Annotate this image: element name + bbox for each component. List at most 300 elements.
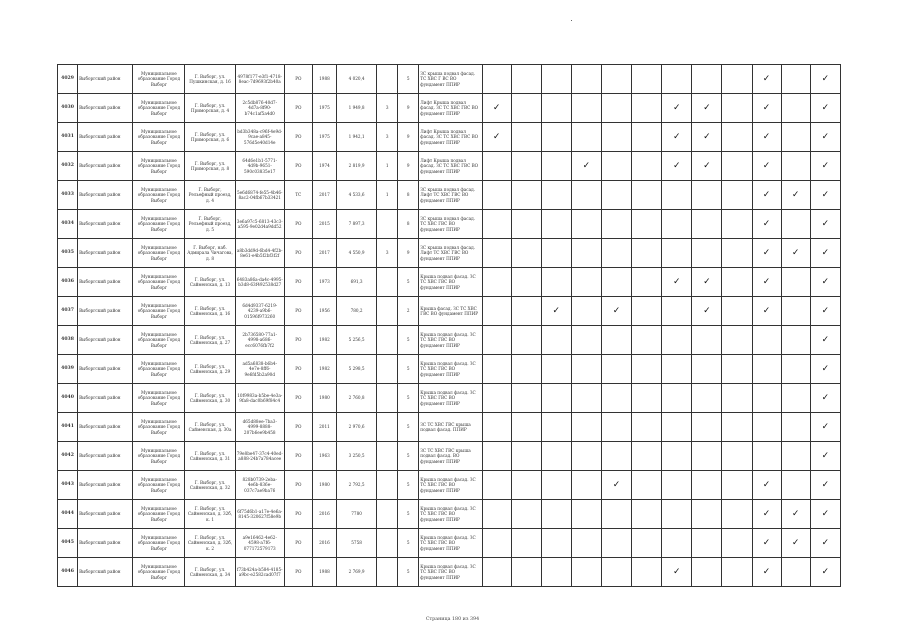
check-mark-cell: ✓ [541,297,571,326]
type-cell: РО [284,413,312,442]
empty-cell [541,94,571,123]
year-cell: 2011 [312,413,336,442]
empty-cell [781,471,810,500]
check-mark-cell: ✓ [752,500,781,529]
floors-cell: 3 [377,94,398,123]
empty-cell [482,210,511,239]
floor-count-cell: 5 [398,413,419,442]
empty-cell [541,268,571,297]
area-cell: 780,2 [337,297,377,326]
check-mark-cell: ✓ [752,210,781,239]
district-cell: Выборгский район [78,442,133,471]
empty-cell [571,471,601,500]
area-cell: 5758 [337,529,377,558]
check-mark-cell: ✓ [810,152,840,181]
empty-cell [601,123,631,152]
floors-cell [377,500,398,529]
area-cell: 7780 [337,500,377,529]
empty-cell [541,210,571,239]
empty-cell [781,442,810,471]
empty-cell [601,210,631,239]
empty-cell [722,384,752,413]
table-row [58,384,841,413]
empty-cell [632,471,662,500]
address-cell: Г. Выборг, наб. Адмирала Чичагова, д. 8 [185,239,235,268]
area-cell: 4 550,9 [337,239,377,268]
address-cell: Г. Выборг, Рельефный проезд, д. 5 [185,210,235,239]
empty-cell [781,355,810,384]
empty-cell [662,297,692,326]
check-mark-cell: ✓ [781,529,810,558]
district-cell: Выборгский район [78,471,133,500]
check-mark-cell: ✓ [662,123,692,152]
row-id: 4033 [58,181,78,210]
empty-cell [781,413,810,442]
empty-cell [692,558,722,587]
municipality-cell: Муниципальное образование Город Выборг [133,558,185,587]
empty-cell [632,210,662,239]
empty-cell [482,442,511,471]
empty-cell [511,326,541,355]
address-cell: Г. Выборг, ул. Сайменская, д. 29 [185,355,235,384]
row-id: 4037 [58,297,78,326]
year-cell: 2017 [312,181,336,210]
empty-cell [781,558,810,587]
empty-cell [541,500,571,529]
empty-cell [722,529,752,558]
check-mark-cell: ✓ [781,500,810,529]
area-cell: 2 970,6 [337,413,377,442]
empty-cell [632,355,662,384]
empty-cell [722,558,752,587]
area-cell: 5 298,5 [337,355,377,384]
check-mark-cell: ✓ [752,65,781,94]
empty-cell [632,152,662,181]
floor-count-cell: 8 [398,181,419,210]
table-row [58,471,841,500]
municipality-cell: Муниципальное образование Город Выборг [133,239,185,268]
type-cell: РО [284,500,312,529]
guid-cell: 6f75d6b1-a17e-4e6a-8145-320627f58e9b [235,500,284,529]
empty-cell [722,181,752,210]
works-cell: Крыша фасад. ЗС ТС ХВС ГВС ВО фундамент ППИР [419,297,482,326]
check-mark-cell: ✓ [810,94,840,123]
year-cell: 1980 [312,471,336,500]
works-cell: ЗС крыша подвал фасад. Лифт ТС ХВС ГВС ВО фундамент ППИР [419,181,482,210]
floor-count-cell: 5 [398,384,419,413]
check-mark-cell: ✓ [692,268,722,297]
check-mark-cell: ✓ [692,152,722,181]
empty-cell [511,181,541,210]
empty-cell [601,239,631,268]
floors-cell: 1 [377,152,398,181]
type-cell: РО [284,355,312,384]
empty-cell [722,326,752,355]
empty-cell [541,65,571,94]
guid-cell: a9e16462-4e62-4598-a7f6-077172579173 [235,529,284,558]
table-row [58,413,841,442]
address-cell: Г. Выборг, ул. Сайменская, д. 32 [185,471,235,500]
works-cell: Лифт Крыша подвал фасад. ЗС ТС ХВС ГВС ВО фундамент ППИР [419,152,482,181]
district-cell: Выборгский район [78,65,133,94]
empty-cell [571,442,601,471]
area-cell: 691,3 [337,268,377,297]
empty-cell [511,239,541,268]
empty-cell [601,268,631,297]
year-cell: 1963 [312,442,336,471]
table-row [58,65,841,94]
empty-cell [662,500,692,529]
table-row [58,529,841,558]
empty-cell [541,123,571,152]
empty-cell [511,413,541,442]
empty-cell [482,181,511,210]
check-mark-cell: ✓ [752,529,781,558]
empty-cell [692,181,722,210]
check-mark-cell: ✓ [810,268,840,297]
check-mark-cell: ✓ [482,123,511,152]
floor-count-cell: 5 [398,326,419,355]
empty-cell [722,442,752,471]
empty-cell [601,413,631,442]
empty-cell [781,384,810,413]
empty-cell [692,500,722,529]
municipality-cell: Муниципальное образование Город Выборг [133,123,185,152]
empty-cell [781,94,810,123]
year-cell: 1988 [312,65,336,94]
empty-cell [601,181,631,210]
district-cell: Выборгский район [78,239,133,268]
area-cell: 2 760,8 [337,384,377,413]
empty-cell [482,500,511,529]
empty-cell [541,413,571,442]
empty-cell [541,558,571,587]
empty-cell [482,355,511,384]
type-cell: РО [284,123,312,152]
municipality-cell: Муниципальное образование Город Выборг [133,442,185,471]
works-cell: Крыша подвал фасад. ЗС ТС ХВС ГВС ВО фундамент ППИР [419,326,482,355]
year-cell: 1982 [312,326,336,355]
municipality-cell: Муниципальное образование Город Выборг [133,500,185,529]
empty-cell [781,326,810,355]
row-id: 4038 [58,326,78,355]
guid-cell: d65d88ee-7ba3-4999-8888-207b6ee9b458 [235,413,284,442]
municipality-cell: Муниципальное образование Город Выборг [133,355,185,384]
row-id: 4030 [58,94,78,123]
empty-cell [662,384,692,413]
empty-cell [541,181,571,210]
municipality-cell: Муниципальное образование Город Выборг [133,181,185,210]
type-cell: РО [284,94,312,123]
floors-cell [377,65,398,94]
municipality-cell: Муниципальное образование Город Выборг [133,471,185,500]
row-id: 4041 [58,413,78,442]
empty-cell [632,239,662,268]
empty-cell [511,94,541,123]
empty-cell [482,268,511,297]
works-cell: Крыша подвал фасад. ЗС ТС ХВС ГВС ВО фундамент ППИР [419,529,482,558]
empty-cell [601,152,631,181]
empty-cell [722,413,752,442]
empty-cell [541,239,571,268]
empty-cell [482,413,511,442]
row-id: 4045 [58,529,78,558]
floor-count-cell: 5 [398,500,419,529]
address-cell: Г. Выборг, ул. Сайменская, д. 30а [185,413,235,442]
table-row [58,326,841,355]
year-cell: 1982 [312,355,336,384]
district-cell: Выборгский район [78,500,133,529]
guid-cell: a8b3dd9d-6bd4-4f2b-8e61-e4b5f2bf3f2f [235,239,284,268]
floors-cell [377,210,398,239]
works-cell: ЗС ТС ХВС ГВС крыша подвал фасад. ППИР [419,413,482,442]
municipality-cell: Муниципальное образование Город Выборг [133,152,185,181]
year-cell: 2015 [312,210,336,239]
floor-count-cell: 5 [398,529,419,558]
empty-cell [511,471,541,500]
empty-cell [692,413,722,442]
empty-cell [722,152,752,181]
empty-cell [692,326,722,355]
empty-cell [601,65,631,94]
empty-cell [601,500,631,529]
empty-cell [662,210,692,239]
check-mark-cell: ✓ [810,65,840,94]
type-cell: РО [284,442,312,471]
empty-cell [571,529,601,558]
empty-cell [752,326,781,355]
type-cell: РО [284,326,312,355]
table-row [58,181,841,210]
works-cell: Крыша подвал фасад. ЗС ТС ХВС ГВС ВО фундамент ППИР [419,558,482,587]
table-row [58,152,841,181]
works-cell: Лифт Крыша подвал фасад. ЗС ТС ХВС ГВС ВО фундамент ППИР [419,123,482,152]
type-cell: РО [284,239,312,268]
check-mark-cell: ✓ [810,326,840,355]
check-mark-cell: ✓ [752,94,781,123]
type-cell: РО [284,65,312,94]
empty-cell [571,384,601,413]
check-mark-cell: ✓ [810,558,840,587]
empty-cell [482,384,511,413]
guid-cell: 6d4d9337-6219-4239-a9b6-01596f973260 [235,297,284,326]
guid-cell: 5e6d6874-fe55-4b46-8ac2-04fb67b33421 [235,181,284,210]
guid-cell: f73b424a-b584-4185-a9bc-e2582cad07f7 [235,558,284,587]
empty-cell [511,268,541,297]
empty-cell [692,355,722,384]
guid-cell: bd3b348a-c96f-4e9d-9cae-a845-576d5e40d14e [235,123,284,152]
table-row [58,558,841,587]
row-id: 4031 [58,123,78,152]
row-id: 4044 [58,500,78,529]
empty-cell [722,239,752,268]
district-cell: Выборгский район [78,297,133,326]
district-cell: Выборгский район [78,558,133,587]
floor-count-cell: 8 [398,210,419,239]
district-cell: Выборгский район [78,181,133,210]
guid-cell: 2b736580-77a1-4998-a686-ecc6076fb7f2 [235,326,284,355]
empty-cell [482,558,511,587]
address-cell: Г. Выборг, ул. Сайменская, д. 13 [185,268,235,297]
empty-cell [541,355,571,384]
floors-cell [377,529,398,558]
empty-cell [571,268,601,297]
empty-cell [752,384,781,413]
works-cell: Крыша подвал фасад. ЗС ТС ХВС ГВС ВО фундамент ППИР [419,384,482,413]
empty-cell [632,181,662,210]
type-cell: РО [284,152,312,181]
empty-cell [722,297,752,326]
municipality-cell: Муниципальное образование Город Выборг [133,326,185,355]
empty-cell [601,355,631,384]
check-mark-cell: ✓ [752,181,781,210]
empty-cell [662,326,692,355]
municipality-cell: Муниципальное образование Город Выборг [133,297,185,326]
empty-cell [722,94,752,123]
table-row [58,239,841,268]
check-mark-cell: ✓ [752,268,781,297]
type-cell: РО [284,210,312,239]
empty-cell [632,529,662,558]
empty-cell [781,65,810,94]
table-row [58,442,841,471]
district-cell: Выборгский район [78,529,133,558]
floor-count-cell: 5 [398,558,419,587]
check-mark-cell: ✓ [810,210,840,239]
table-row [58,123,841,152]
area-cell: 4 020,4 [337,65,377,94]
empty-cell [722,500,752,529]
empty-cell [692,442,722,471]
empty-cell [571,239,601,268]
municipality-cell: Муниципальное образование Город Выборг [133,413,185,442]
empty-cell [781,123,810,152]
table-row [58,297,841,326]
type-cell: РО [284,558,312,587]
empty-cell [662,181,692,210]
empty-cell [541,471,571,500]
area-cell: 4 533,6 [337,181,377,210]
year-cell: 2017 [312,239,336,268]
check-mark-cell: ✓ [752,152,781,181]
empty-cell [511,384,541,413]
works-cell: Крыша подвал фасад. ЗС ТС ХВС ГВС ВО фундамент ППИР [419,268,482,297]
guid-cell: 3e6a97c5-6813-43c3-a595-9e02d4a9dd52 [235,210,284,239]
empty-cell [632,297,662,326]
area-cell: 1 949,8 [337,94,377,123]
empty-cell [571,94,601,123]
empty-cell [601,384,631,413]
empty-cell [662,355,692,384]
empty-cell [781,268,810,297]
floors-cell [377,413,398,442]
year-cell: 1975 [312,123,336,152]
address-cell: Г. Выборг, ул. Сайменская, д. 32б, к. 2 [185,529,235,558]
empty-cell [632,442,662,471]
check-mark-cell: ✓ [752,558,781,587]
check-mark-cell: ✓ [810,181,840,210]
floor-count-cell: 5 [398,442,419,471]
empty-cell [482,471,511,500]
year-cell: 1973 [312,268,336,297]
empty-cell [692,471,722,500]
empty-cell [571,355,601,384]
row-id: 4046 [58,558,78,587]
page-footer: Страница 180 из 394 [425,617,480,622]
type-cell: ТС [284,181,312,210]
municipality-cell: Муниципальное образование Город Выборг [133,210,185,239]
row-id: 4040 [58,384,78,413]
empty-cell [511,355,541,384]
floors-cell [377,384,398,413]
address-cell: Г. Выборг, ул. Сайменская, д. 34 [185,558,235,587]
empty-cell [601,558,631,587]
empty-cell [541,384,571,413]
empty-cell [692,239,722,268]
year-cell: 1956 [312,297,336,326]
empty-cell [692,210,722,239]
empty-cell [511,529,541,558]
empty-cell [571,326,601,355]
area-cell: 2 792,5 [337,471,377,500]
floors-cell [377,442,398,471]
check-mark-cell: ✓ [601,297,631,326]
row-id: 4035 [58,239,78,268]
year-cell: 1980 [312,384,336,413]
table-row [58,268,841,297]
area-cell: 7 897,3 [337,210,377,239]
empty-cell [752,442,781,471]
area-cell: 5 256,5 [337,326,377,355]
row-id: 4042 [58,442,78,471]
empty-cell [632,268,662,297]
check-mark-cell: ✓ [810,413,840,442]
works-cell: Крыша подвал фасад. ЗС ТС ХВС ГВС ВО фундамент ППИР [419,471,482,500]
check-mark-cell: ✓ [662,152,692,181]
municipality-cell: Муниципальное образование Город Выборг [133,384,185,413]
row-id: 4039 [58,355,78,384]
guid-cell: 2c5db876-40d7-4d7a-8f90-b74c1af5a4d0 [235,94,284,123]
empty-cell [511,123,541,152]
floor-count-cell: 5 [398,268,419,297]
district-cell: Выборгский район [78,152,133,181]
empty-cell [752,413,781,442]
empty-cell [482,326,511,355]
check-mark-cell: ✓ [601,471,631,500]
check-mark-cell: ✓ [781,181,810,210]
works-cell: ЗС ТС ХВС ГВС крыша подвал фасад. ВО фундамент ППИР [419,442,482,471]
row-id: 4032 [58,152,78,181]
floors-cell [377,297,398,326]
floor-count-cell: 5 [398,471,419,500]
check-mark-cell: ✓ [692,123,722,152]
check-mark-cell: ✓ [810,123,840,152]
scan-speck [571,20,572,21]
address-cell: Г. Выборг, ул. Пушкинская, д. 16 [185,65,235,94]
empty-cell [632,384,662,413]
check-mark-cell: ✓ [810,239,840,268]
empty-cell [482,297,511,326]
type-cell: РО [284,384,312,413]
guid-cell: ad5a6838-b6b4-4e7e-8ff6-9e6fd5b2a90d [235,355,284,384]
empty-cell [692,384,722,413]
empty-cell [482,529,511,558]
address-cell: Г. Выборг, ул. Сайменская, д. 31 [185,442,235,471]
floors-cell [377,471,398,500]
empty-cell [511,65,541,94]
district-cell: Выборгский район [78,326,133,355]
floor-count-cell: 2 [398,297,419,326]
